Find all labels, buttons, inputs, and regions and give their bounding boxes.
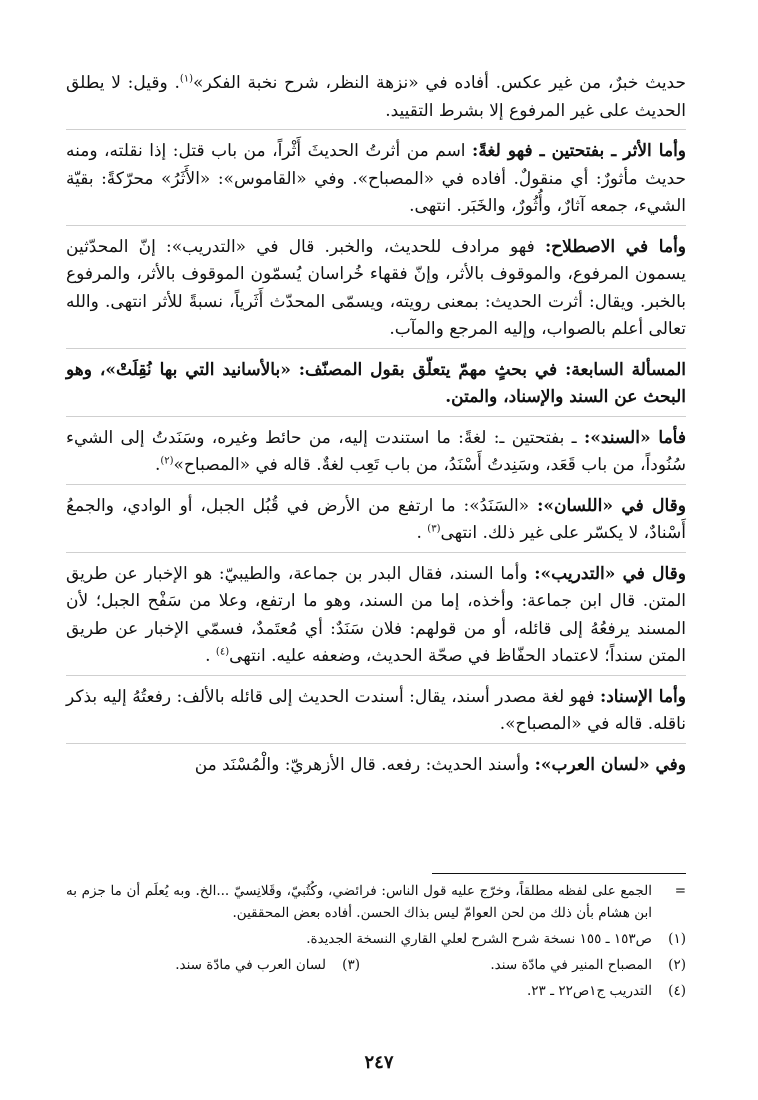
footnote-mark: (٢) <box>668 957 686 973</box>
paragraph <box>66 752 686 784</box>
paragraph-text: اسم من أثرتُ الحديثَ أَثْراً، من باب قتل: إذا نقلته، ومنه حديث مأثورٌ: أي منقولٌ. أفاده في «المصباح». وفي «القاموس»: «الأَثَرُ» محرّكةً: بقيّة الشيء، جمعه آثارٌ، وأُثُورٌ، والخَبَر. انتهى. <box>66 141 687 216</box>
paragraph <box>66 561 686 676</box>
footnote-text: لسان العرب في مادّة سند. <box>175 957 326 973</box>
footnote-text: ص١٥٣ ـ ١٥٥ نسخة شرح الشرح لعلي القاري النسخة الجديدة. <box>306 931 652 947</box>
footnote-mark: (٣) <box>342 957 360 973</box>
paragraph-text: فهو مرادف للحديث، والخبر. قال في «التدريب»: إنّ المحدّثين يسمون المرفوع، والموقوف بالأثر، وإنّ فقهاء خُراسان يُسمّون الموقوف بالأثر، والمرفوع بالخبر. ويقال: أثرت الحديث: بمعنى رويته، ويسمّى المحدّث أَثَرياً، نسبةً للأثر انتهى. والله تعالى أعلم بالصواب، وإليه المرجع والمآب. <box>66 236 686 339</box>
paragraph-tail: . <box>154 455 161 475</box>
paragraph-lead: وأما الإسناد: <box>599 686 686 707</box>
paragraph-text: وأما السند، فقال البدر بن جماعة، والطيبيّ: هو الإخبار عن طريق المتن. قال ابن جماعة: وأخذه، إما من السند، وهو ما ارتفع، وعلا من سَفْح الجبل؛ لأن المسند يرفعُهُ إلى قائله، أو من قولهم: فلان سَنَدٌ: أي مُعتَمدٌ، فسمّي الإخبار عن طريق المتن سنداً؛ لاعتماد الحفّاظ في صحّة الحديث، وضعفه عليه. انتهى <box>66 563 686 666</box>
footnote-text: الجمع على لفظه مطلقاً، وخرّج عليه قول الناس: فرائضي، وكُتُبيّ، وقَلانِسيّ ...الخ. وبه يُعلَم أن ما جزم به ابن هشام بأن ذلك من لحن العوامّ ليس بذاك الحسن. أفاده بعض المحققين. <box>66 883 652 921</box>
paragraph-lead: فأما «السند»: <box>583 427 686 448</box>
paragraph-text: وأسند الحديث: رفعه. قال الأزهريّ: والْمُسْنَد من <box>194 754 535 775</box>
footnote-row <box>66 954 686 976</box>
paragraph <box>66 138 686 226</box>
footnote-mark: (١) <box>668 931 686 947</box>
heading-text: المسألة السابعة: في بحثٍ مهمّ يتعلّق بقول المصنّف: «بالأسانيد التي بها نُقِلَتْ»، وهو البحث عن السند والإسناد، والمتن. <box>66 359 686 407</box>
paragraph-tail: . <box>416 523 428 543</box>
paragraph-text: حديث خبرٌ، من غير عكس. أفاده في «نزهة النظر، شرح نخبة الفكر» <box>193 73 686 93</box>
paragraph-text: فهو لغة مصدر أسند، يقال: أسندت الحديث إلى قائله بالألف: رفعتُهُ إليه بذكر ناقله. قاله في «المصباح». <box>66 686 686 734</box>
paragraph-text: ـ بفتحتين ـ: لغةً: ما استندت إليه، من حائط وغيره، وسَنَدتُ إلى الشيء سُنُوداً، من باب قَعَد، وسَنِدتُ أَسْنَدُ، من باب تَعِب لغةٌ. قاله في «المصباح» <box>66 427 686 475</box>
paragraph <box>66 684 686 744</box>
paragraph-tail: . وقيل: لا يطلق الحديث على غير المرفوع إلا بشرط التقييد. <box>66 73 686 121</box>
footnote-text: المصباح المنير في مادّة سند. <box>490 957 652 973</box>
footnote-ref: (٤) <box>215 646 230 658</box>
footnote-ref: (٢) <box>160 455 174 467</box>
paragraph-lead: وقال في «اللسان»: <box>537 495 686 516</box>
paragraph <box>66 234 686 349</box>
footnote-divider <box>432 873 686 874</box>
footnote-ref: (١) <box>179 73 194 85</box>
section-heading <box>66 357 686 417</box>
footnote-2 <box>360 954 686 976</box>
main-text <box>66 70 686 791</box>
paragraph <box>66 425 686 485</box>
footnote-ref: (٣) <box>427 523 441 535</box>
footnote-continued <box>66 880 686 924</box>
footnote-1 <box>66 928 686 950</box>
footnote-text: التدريب ج١ص٢٢ ـ ٢٣. <box>526 983 652 999</box>
footnote-4 <box>66 980 686 1002</box>
paragraph-lead: وأما في الاصطلاح: <box>544 236 686 257</box>
page-number: ٢٤٧ <box>364 1052 394 1073</box>
footnotes <box>66 880 686 1006</box>
footnote-mark: (٤) <box>668 983 686 999</box>
paragraph-text: «السَنَدُ»: ما ارتفع من الأرض في قُبُل الجبل، أو الوادي، والجمعُ أَسْنادٌ، لا يكسّر على غير ذلك. انتهى <box>66 495 686 543</box>
paragraph-lead: وفي «لسان العرب»: <box>534 754 686 775</box>
paragraph-lead: وقال في «التدريب»: <box>534 563 687 584</box>
paragraph <box>66 493 686 553</box>
paragraph-tail: . <box>205 646 216 666</box>
paragraph-lead: وأما الأثر ـ بفتحتين ـ فهو لغةً: <box>472 141 687 161</box>
footnote-mark: = <box>674 883 686 899</box>
paragraph <box>66 70 686 130</box>
footnote-3 <box>175 954 360 976</box>
